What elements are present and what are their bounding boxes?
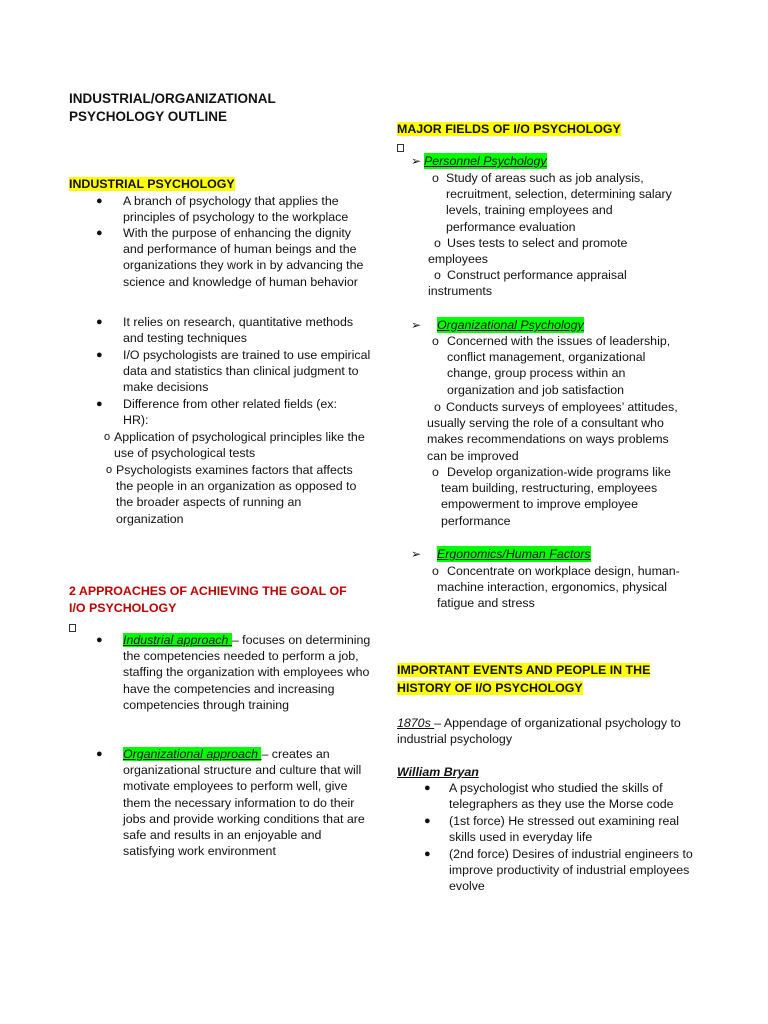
list-item: ● With the purpose of enhancing the dignity and performance of human beings and the organizations they work in by advancing the science and knowledge of human behavior — [96, 226, 364, 289]
personnel-section: ➢ Personnel Psychology o Study of areas such as job analysis, recruitment, selection, determining salary levels, training employees and performance evaluation o Uses tests to select and promote employees o Construct performance appraisal instruments — [411, 154, 672, 299]
approaches-list — [69, 632, 379, 861]
list-sub-item: o Application of psychological principles like the use of psychological tests — [104, 430, 365, 461]
arrow-bullet-icon: ➢ — [411, 318, 422, 332]
events-heading: IMPORTANT EVENTS AND PEOPLE IN THE HISTORY OF I/O PSYCHOLOGY — [397, 663, 651, 695]
arrow-bullet-icon: ➢ — [411, 547, 422, 561]
list-item: ● A branch of psychology that applies the principles of psychology to the workplace — [96, 194, 349, 225]
ergonomics-section: ➢ Ergonomics/Human Factors o Concentrate on workplace design, human-machine interaction, ergonomics, physical fatigue and stress — [411, 547, 680, 611]
industrial-list — [69, 193, 379, 526]
page-title: INDUSTRIAL/ORGANIZATIONAL PSYCHOLOGY OUTLINE — [69, 91, 276, 124]
william-bryan-list — [397, 780, 707, 896]
major-fields-heading: MAJOR FIELDS OF I/O PSYCHOLOGY — [397, 122, 621, 136]
list-sub-item: o Psychologists examines factors that affects the people in an organization as opposed to the broader aspects of running an organization — [106, 463, 357, 526]
list-item: ● (1st force) He stressed out examining real skills used in everyday life — [424, 814, 680, 845]
list-item: ● Difference from other related fields (ex: HR): — [96, 397, 337, 428]
list-item: ● (2nd force) Desires of industrial engineers to improve productivity of industrial employees evolve — [424, 847, 693, 894]
list-item: ● Industrial approach – focuses on determining the competencies needed to perform a job, staffing the organization with employees who have the competencies and increasing competencies through training — [96, 633, 371, 712]
list-item: ● I/O psychologists are trained to use empirical data and statistics than clinical judgment to make decisions — [96, 348, 371, 395]
approaches-heading: 2 APPROACHES OF ACHIEVING THE GOAL OF I/O PSYCHOLOGY — [69, 584, 347, 615]
list-item: ● It relies on research, quantitative methods and testing techniques — [96, 315, 354, 346]
list-item: ● A psychologist who studied the skills of telegraphers as they use the Morse code — [424, 781, 674, 812]
arrow-bullet-icon: ➢ — [411, 154, 422, 168]
organizational-section: ➢ Organizational Psychology o Concerned with the issues of leadership, conflict management, organizational change, group process within an organization and job satisfaction o Conducts surveys of employees’ attitudes, usually serving the role of a consultant who makes recommendations on ways problems can be improved o Develop organization-wide programs like team building, restructuring, employees empowerment to improve employee performance — [411, 318, 678, 528]
industrial-heading: INDUSTRIAL PSYCHOLOGY — [69, 177, 235, 191]
person-william-bryan: William Bryan — [397, 765, 479, 779]
event-1870s: 1870s – Appendage of organizational psychology to industrial psychology — [397, 716, 681, 747]
list-item: ● Organizational approach – creates an organizational structure and culture that will motivate employees to perform well, give them the necessary information to do their jobs and provide working conditions that are safe and results in an enjoyable and satisfying work environment — [96, 747, 365, 859]
